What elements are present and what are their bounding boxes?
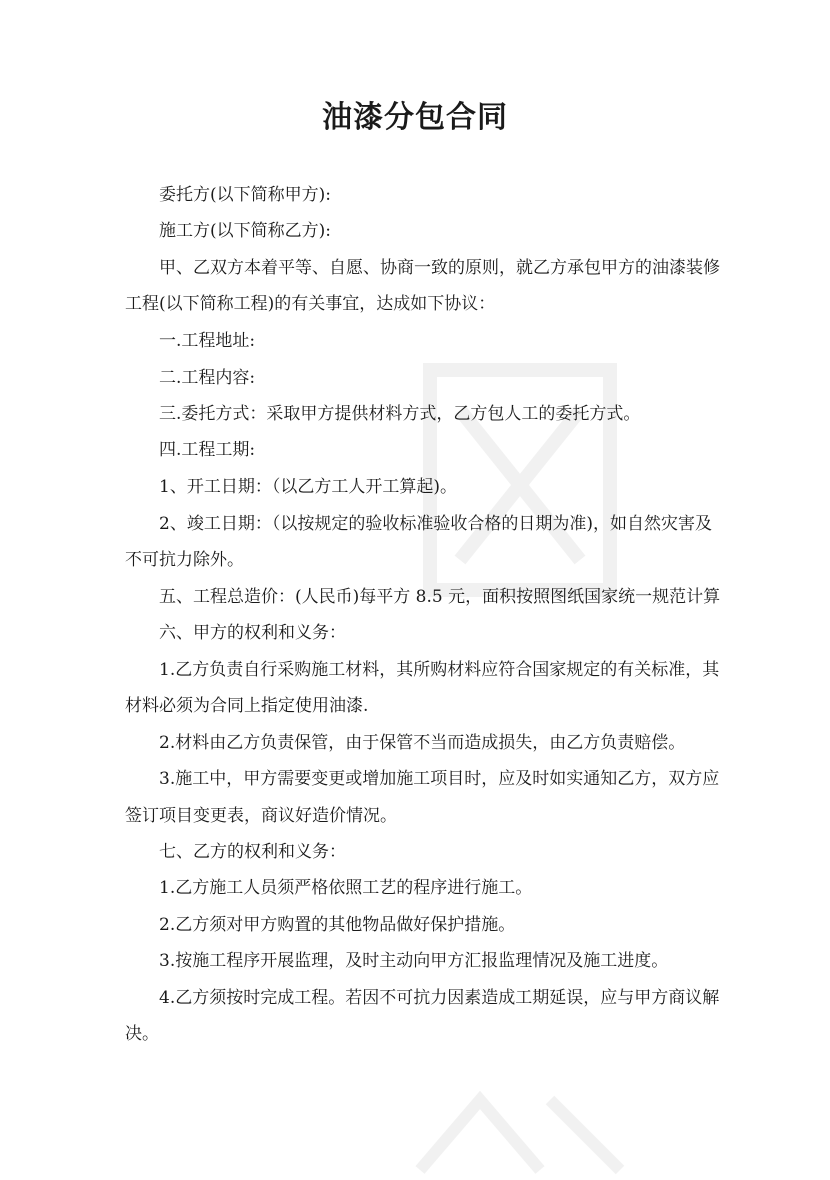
clause-project-period: 四.工程工期: bbox=[159, 440, 256, 460]
party-a-item-2: 2.材料由乙方负责保管，由于保管不当而造成损失，由乙方负责赔偿。 bbox=[159, 733, 686, 753]
contractor-party-line: 施工方(以下简称乙方): bbox=[159, 221, 331, 241]
party-b-item-2: 2.乙方须对甲方购置的其他物品做好保护措施。 bbox=[159, 915, 516, 935]
party-b-item-1: 1.乙方施工人员须严格依照工艺的程序进行施工。 bbox=[159, 878, 533, 898]
clause-party-b-rights: 七、乙方的权利和义务： bbox=[159, 842, 346, 862]
clause-commission-method: 三.委托方式：采取甲方提供材料方式，乙方包人工的委托方式。 bbox=[159, 404, 641, 424]
document-title: 油漆分包合同 bbox=[322, 100, 508, 135]
completion-date-line-2: 不可抗力除外。 bbox=[125, 550, 244, 570]
party-a-item-3-line-1: 3.施工中，甲方需要变更或增加施工项目时，应及时如实通知乙方，双方应 bbox=[159, 769, 720, 789]
party-a-item-3-line-2: 签订项目变更表，商议好造价情况。 bbox=[125, 806, 397, 826]
party-b-item-3: 3.按施工程序开展监理，及时主动向甲方汇报监理情况及施工进度。 bbox=[159, 951, 669, 971]
clause-party-a-rights: 六、甲方的权利和义务： bbox=[159, 623, 346, 643]
party-b-item-4-line-2: 决。 bbox=[125, 1024, 159, 1044]
clause-total-cost: 五、工程总造价：(人民币)每平方 8.5 元，面积按照图纸国家统一规范计算 bbox=[159, 587, 721, 607]
clause-project-content: 二.工程内容: bbox=[159, 368, 256, 388]
party-b-item-4-line-1: 4.乙方须按时完成工程。若因不可抗力因素造成工期延误，应与甲方商议解 bbox=[159, 988, 720, 1008]
preamble-line-1: 甲、乙双方本着平等、自愿、协商一致的原则，就乙方承包甲方的油漆装修 bbox=[159, 258, 720, 278]
start-date-line: 1、开工日期：（以乙方工人开工算起)。 bbox=[159, 477, 457, 497]
completion-date-line-1: 2、竣工日期：（以按规定的验收标准验收合格的日期为准)，如自然灾害及 bbox=[159, 514, 712, 534]
clause-project-address: 一.工程地址: bbox=[159, 331, 256, 351]
party-a-item-1-line-2: 材料必须为合同上指定使用油漆. bbox=[125, 696, 369, 716]
watermark-graphic-bottom bbox=[400, 1090, 640, 1180]
preamble-line-2: 工程(以下简称工程)的有关事宜，达成如下协议： bbox=[125, 294, 496, 314]
client-party-line: 委托方(以下简称甲方): bbox=[159, 185, 331, 205]
party-a-item-1-line-1: 1.乙方负责自行采购施工材料，其所购材料应符合国家规定的有关标准，其 bbox=[159, 660, 720, 680]
